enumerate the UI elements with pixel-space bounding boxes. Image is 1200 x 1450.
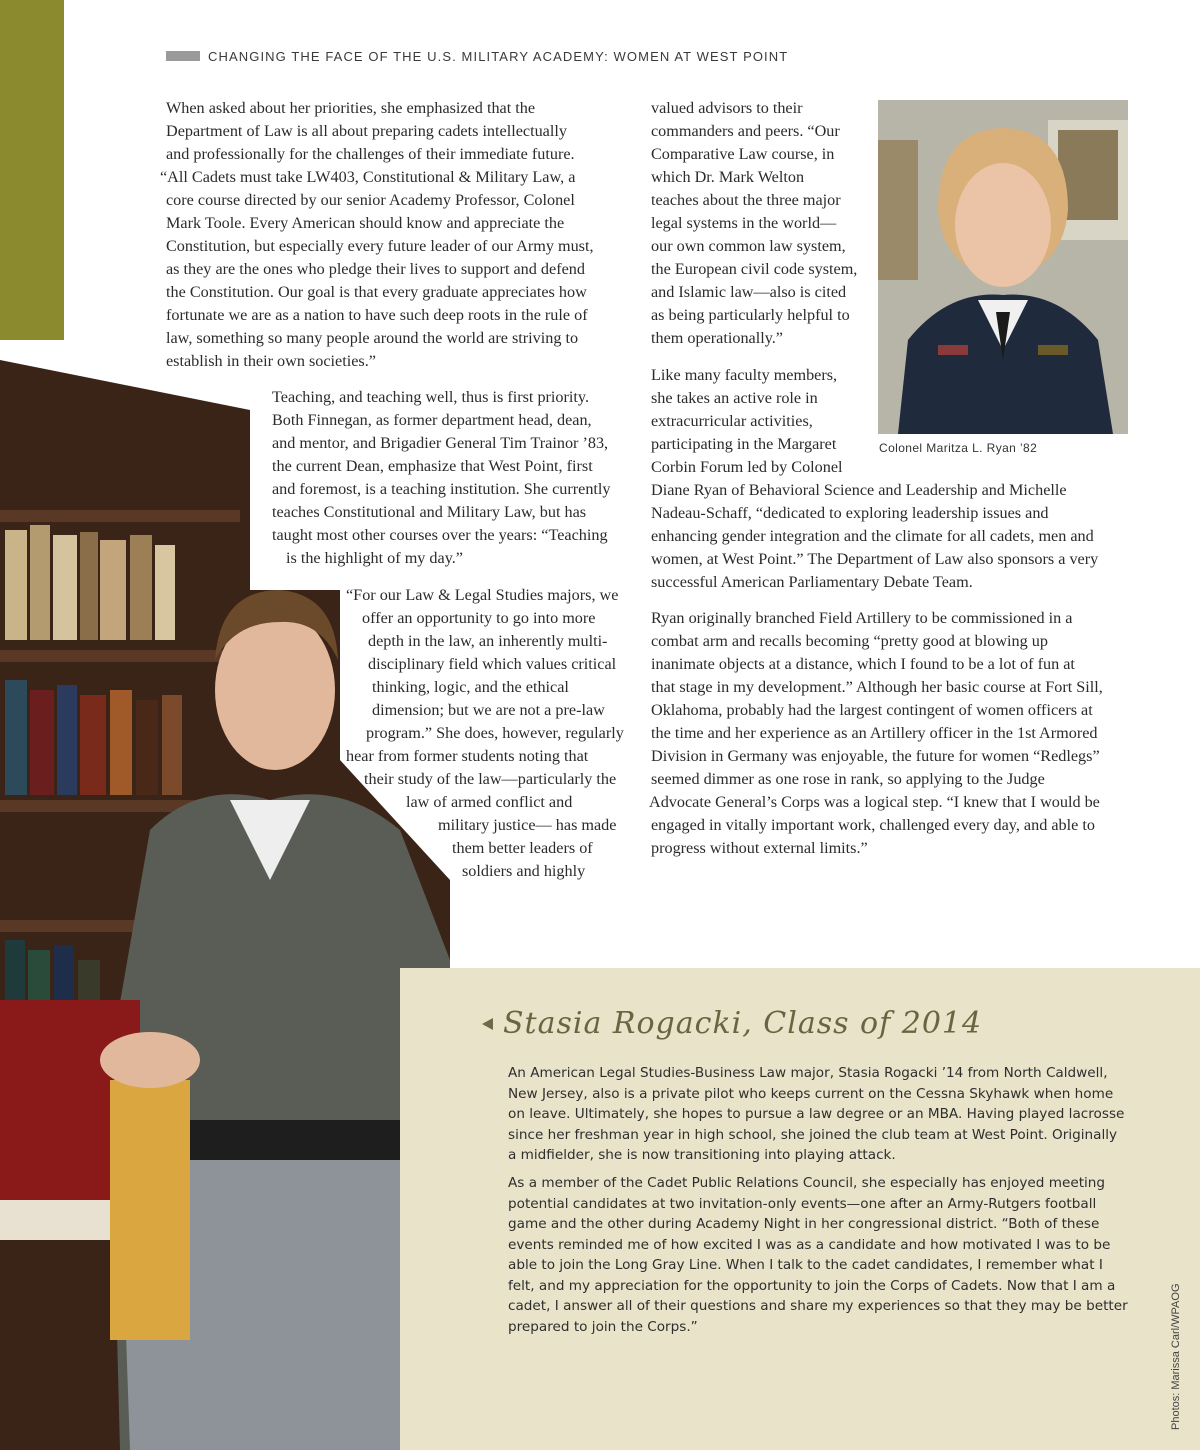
text-line: and Islamic law—also is cited xyxy=(651,283,847,301)
triangle-left-icon xyxy=(482,1018,493,1030)
text-line: legal systems in the world— xyxy=(651,214,837,232)
text-line: “All Cadets must take LW403, Constitutional & Military Law, a xyxy=(160,168,576,186)
text-line: the European civil code system, xyxy=(651,260,858,278)
text-line: the current Dean, emphasize that West Point, first xyxy=(272,457,593,475)
sidebar-title-text: Stasia Rogacki, Class of 2014 xyxy=(503,1006,983,1041)
text-line: their study of the law—particularly the xyxy=(364,770,617,788)
text-line: Department of Law is all about preparing cadets intellectually xyxy=(166,122,567,140)
text-line: a midfielder, she is now transitioning into playing attack. xyxy=(508,1147,896,1163)
text-line: enhancing gender integration and the climate for all cadets, men and xyxy=(651,527,1094,545)
text-line: depth in the law, an inherently multi- xyxy=(368,632,608,650)
text-line: is the highlight of my day.” xyxy=(286,549,463,567)
text-line: participating in the Margaret xyxy=(651,435,837,453)
text-line: Mark Toole. Every American should know and appreciate the xyxy=(166,214,565,232)
text-line: and foremost, is a teaching institution. She currently xyxy=(272,480,611,498)
text-line: teaches Constitutional and Military Law, but has xyxy=(272,503,587,521)
text-line: soldiers and highly xyxy=(462,862,586,880)
text-line: dimension; but we are not a pre-law xyxy=(372,701,605,719)
text-line: Nadeau-Schaff, “dedicated to exploring leadership issues and xyxy=(651,504,1049,522)
header-rule xyxy=(166,51,200,61)
text-line: valued advisors to their xyxy=(651,99,803,117)
sidebar-paragraph-1 xyxy=(508,1063,1124,1166)
text-line: taught most other courses over the years: “Teaching xyxy=(272,526,608,544)
text-line: felt, and my appreciation for the opportunity to join the Corps of Cadets. Now that I am a xyxy=(508,1277,1116,1294)
text-line: Constitution, but especially every future leader of our Army must, xyxy=(166,237,594,255)
text-line: inanimate objects at a distance, which I found to be a lot of fun at xyxy=(651,655,1075,673)
text-line: them better leaders of xyxy=(452,839,593,857)
text-line: combat arm and recalls becoming “pretty good at blowing up xyxy=(651,632,1048,650)
text-line: program.” She does, however, regularly xyxy=(366,724,624,742)
text-line: which Dr. Mark Welton xyxy=(651,168,805,186)
text-line: An American Legal Studies-Business Law major, Stasia Rogacki ’14 from North Caldwell, xyxy=(508,1065,1108,1081)
text-line: Like many faculty members, xyxy=(651,366,838,384)
text-line: Corbin Forum led by Colonel xyxy=(651,458,843,476)
article-paragraph-2 xyxy=(272,386,611,570)
text-line: seemed dimmer as one rose in rank, so applying to the Judge xyxy=(651,770,1045,788)
text-line: engaged in vitally important work, challenged every day, and able to xyxy=(651,816,1095,834)
text-line: game and the other during Academy Night in her congressional district. “Both of these xyxy=(508,1216,1100,1232)
text-line: commanders and peers. “Our xyxy=(651,122,840,140)
text-line: fortunate we are as a nation to have such deep roots in the rule of xyxy=(166,306,588,324)
text-line: Division in Germany was enjoyable, the future for women “Redlegs” xyxy=(651,747,1100,765)
text-line: women, at West Point.” The Department of Law also sponsors a very xyxy=(651,550,1099,568)
text-line: law, something so many people around the world are striving to xyxy=(166,329,579,347)
text-line: able to join the Long Gray Line. When I talk to the cadet candidates, I remember what I xyxy=(508,1257,1103,1273)
text-line: “For our Law & Legal Studies majors, we xyxy=(346,586,619,604)
text-line: as being particularly helpful to xyxy=(651,306,850,324)
text-line: potential candidates at two invitation-only events—one after an Army-Rutgers football xyxy=(508,1195,1097,1212)
text-line: teaches about the three major xyxy=(651,191,841,209)
text-line: As a member of the Cadet Public Relations Council, she especially has enjoyed meeting xyxy=(508,1175,1106,1191)
text-line: Ryan originally branched Field Artillery to be commissioned in a xyxy=(651,609,1073,627)
text-line: events reminded me of how excited I was as a candidate and how motivated I was to be xyxy=(508,1236,1111,1253)
text-line: establish in their own societies.” xyxy=(166,352,376,370)
photo-credit-text: Photos: Marissa Carl/WPAOG xyxy=(1170,1283,1182,1430)
text-line: When asked about her priorities, she emphasized that the xyxy=(166,99,536,117)
text-line: as they are the ones who pledge their lives to support and defend xyxy=(166,260,585,278)
text-line: Oklahoma, probably had the largest contingent of women officers at xyxy=(651,701,1093,719)
olive-accent-bar xyxy=(0,0,64,340)
text-line: New Jersey, also is a private pilot who keeps current on the Cessna Skyhawk when home xyxy=(508,1085,1114,1102)
text-line: extracurricular activities, xyxy=(651,412,813,430)
portrait-caption: Colonel Maritza L. Ryan ’82 xyxy=(879,441,1038,455)
text-line: Teaching, and teaching well, thus is first priority. xyxy=(272,388,589,406)
text-line: disciplinary field which values critical xyxy=(368,655,617,673)
article-paragraph-4 xyxy=(651,97,857,350)
sidebar-paragraph-2 xyxy=(508,1173,1128,1337)
sidebar-title xyxy=(482,1006,982,1041)
article-paragraph-6 xyxy=(651,607,1103,860)
text-line: Advocate General’s Corps was a logical step. “I knew that I would be xyxy=(649,793,1100,811)
portrait-illustration xyxy=(878,100,1128,434)
text-line: Diane Ryan of Behavioral Science and Leadership and Michelle xyxy=(651,481,1067,499)
text-line: core course directed by our senior Academy Professor, Colonel xyxy=(166,191,575,209)
text-line: military justice— has made xyxy=(438,816,617,834)
colonel-portrait-photo xyxy=(878,100,1128,434)
text-line: the Constitution. Our goal is that every graduate appreciates how xyxy=(166,283,587,301)
text-line: our own common law system, xyxy=(651,237,846,255)
text-line: and professionally for the challenges of their immediate future. xyxy=(166,145,575,163)
text-line: successful American Parliamentary Debate Team. xyxy=(651,573,973,591)
text-line: law of armed conflict and xyxy=(406,793,573,811)
header-title: CHANGING THE FACE OF THE U.S. MILITARY ACADEMY: WOMEN AT WEST POINT xyxy=(208,48,789,64)
text-line: since her freshman year in high school, she joined the club team at West Point. Originally xyxy=(508,1126,1118,1143)
text-line: that stage in my development.” Although her basic course at Fort Sill, xyxy=(651,678,1103,696)
text-line: hear from former students noting that xyxy=(346,747,589,765)
text-line: the time and her experience as an Artillery officer in the 1st Armored xyxy=(651,724,1098,742)
article-paragraph-1 xyxy=(160,97,594,373)
text-line: she takes an active role in xyxy=(651,389,818,407)
text-line: offer an opportunity to go into more xyxy=(362,609,596,627)
text-line: progress without external limits.” xyxy=(651,839,868,857)
text-line: thinking, logic, and the ethical xyxy=(372,678,569,696)
running-header xyxy=(166,48,788,64)
photo-credit xyxy=(1170,1230,1188,1430)
text-line: and mentor, and Brigadier General Tim Trainor ’83, xyxy=(272,434,609,452)
text-line: prepared to join the Corps.” xyxy=(508,1318,698,1335)
text-line: cadet, I answer all of their questions and share my experiences so that they may be better xyxy=(508,1298,1128,1314)
article-paragraph-3 xyxy=(346,584,624,883)
text-line: Comparative Law course, in xyxy=(651,145,835,163)
text-line: Both Finnegan, as former department head, dean, xyxy=(272,411,592,429)
text-line: on leave. Ultimately, she hopes to pursue a law degree or an MBA. Having played lacrosse xyxy=(508,1106,1125,1122)
text-line: them operationally.” xyxy=(651,329,783,347)
